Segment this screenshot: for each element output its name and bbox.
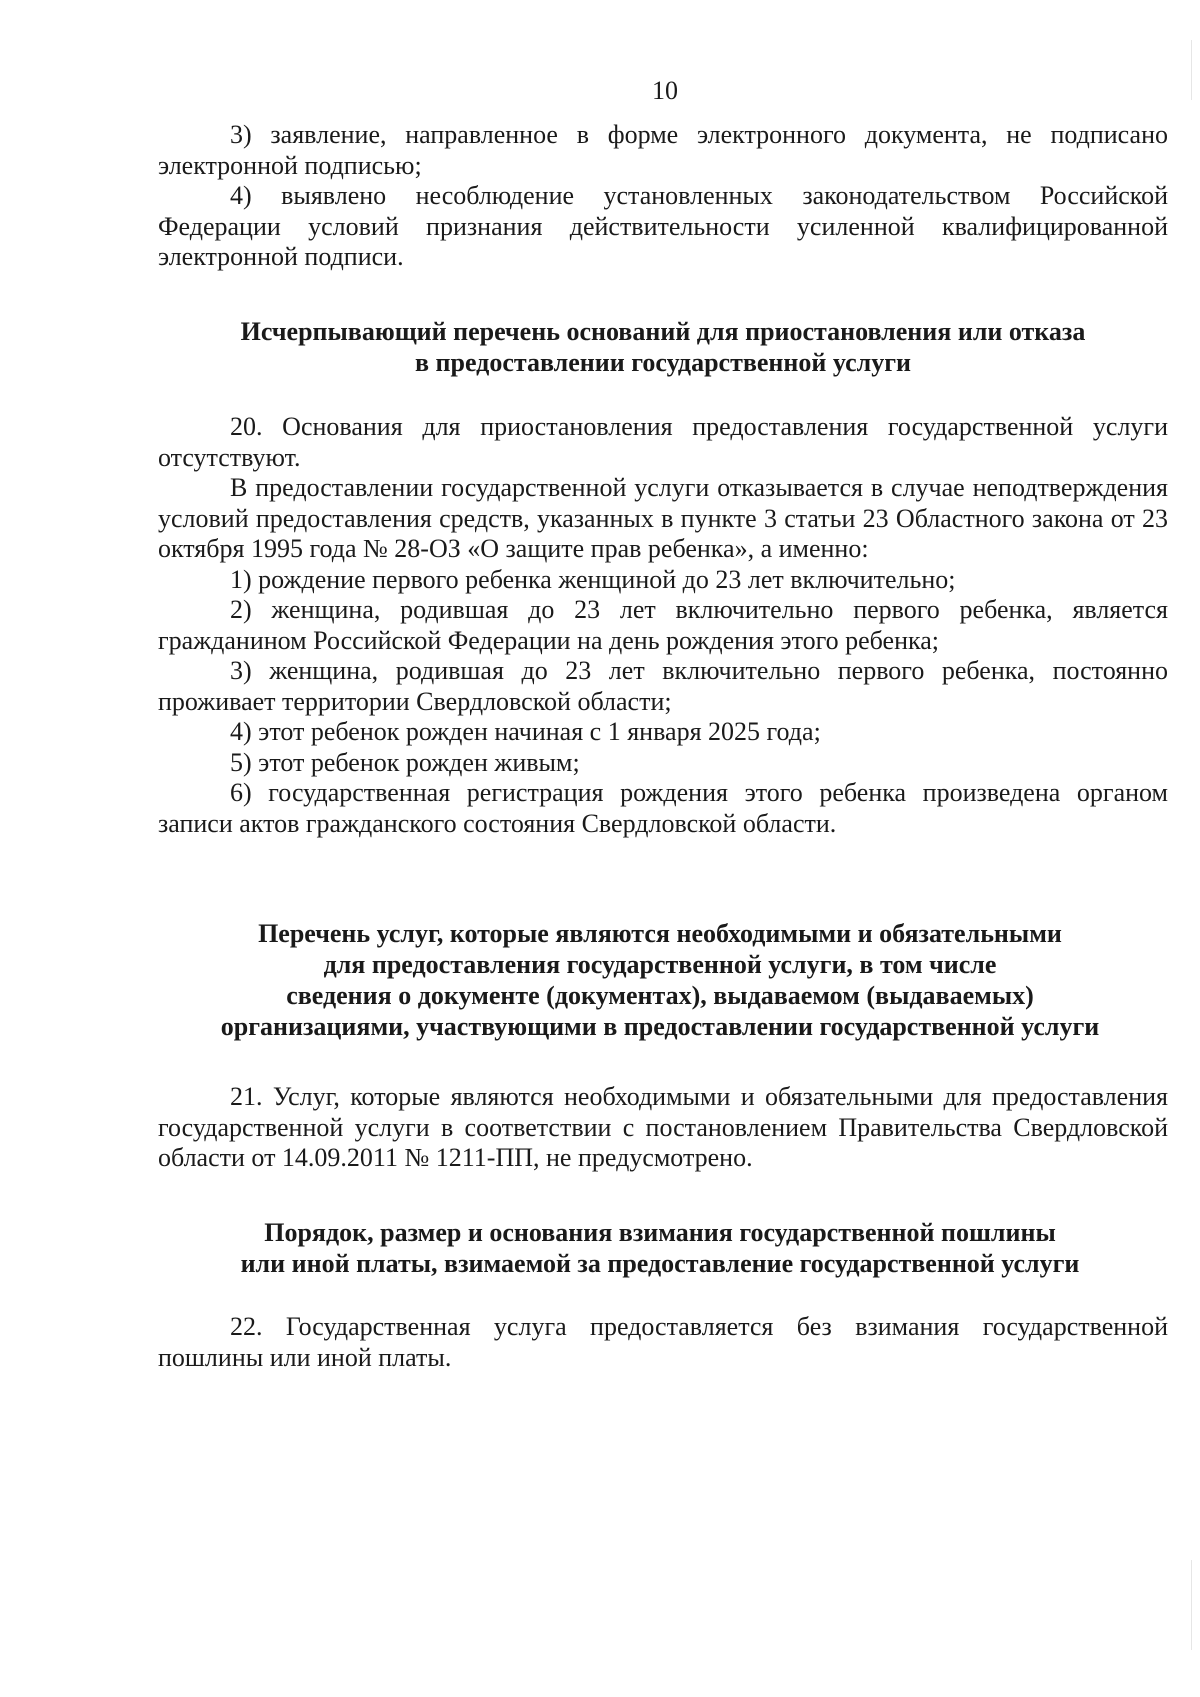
list-item: 1) рождение первого ребенка женщиной до 23 лет включительно; — [230, 564, 956, 594]
paragraph: 22. Государственная услуга предоставляется без взимания государственной пошлины или иной платы. — [158, 1312, 1168, 1372]
list-item: 2) женщина, родившая до 23 лет включительно первого ребенка, является гражданином Российской Федерации на день рождения этого ребенка; — [158, 595, 1168, 655]
heading-line: для предоставления государственной услуги, в том числе — [323, 950, 997, 979]
heading-line: организациями, участвующими в предоставлении государственной услуги — [220, 1012, 1100, 1041]
list-item: 3) заявление, направленное в форме электронного документа, не подписано электронной подписью; — [158, 120, 1168, 180]
list-item: 4) этот ребенок рожден начиная с 1 января 2025 года; — [230, 717, 821, 746]
paragraph-block-state-fee — [158, 1312, 1168, 1373]
scan-edge-mark — [1191, 1560, 1192, 1650]
paragraph-block-refusal — [158, 412, 1168, 839]
section-heading-state-fee — [150, 1217, 1170, 1279]
paragraph-block-required-services — [158, 1082, 1168, 1174]
section-heading-required-services — [150, 918, 1170, 1042]
scan-edge-mark — [1191, 40, 1192, 100]
page-number: 10 — [652, 76, 678, 105]
heading-line: в предоставлении государственной услуги — [414, 348, 911, 377]
heading-line: Перечень услуг, которые являются необходимыми и обязательными — [258, 919, 1062, 948]
heading-line: Порядок, размер и основания взимания государственной пошлины — [264, 1218, 1056, 1247]
heading-line: сведения о документе (документах), выдаваемом (выдаваемых) — [286, 981, 1034, 1010]
section-heading-refusal-grounds — [158, 316, 1168, 378]
paragraph: 21. Услуг, которые являются необходимыми и обязательными для предоставления государственной услуги в соответствии с постановлением Правительства Свердловской области от 14.09.2011 № 1211-ПП, не предусмотрено. — [158, 1082, 1168, 1172]
list-item: 5) этот ребенок рожден живым; — [230, 747, 580, 777]
paragraph: В предоставлении государственной услуги отказывается в случае неподтверждения условий предоставления средств, указанных в пункте 3 статьи 23 Областного закона от 23 октября 1995 года № 28-ОЗ «О защите прав ребенка», а именно: — [158, 473, 1168, 563]
heading-line: Исчерпывающий перечень оснований для приостановления или отказа — [240, 317, 1086, 346]
list-item: 6) государственная регистрация рождения этого ребенка произведена органом записи актов гражданского состояния Свердловской области. — [158, 778, 1168, 838]
list-item: 3) женщина, родившая до 23 лет включительно первого ребенка, постоянно проживает территории Свердловской области; — [158, 656, 1168, 716]
list-item: 4) выявлено несоблюдение установленных законодательством Российской Федерации условий признания действительности усиленной квалифицированной электронной подписи. — [158, 181, 1168, 271]
heading-line: или иной платы, взимаемой за предоставление государственной услуги — [240, 1249, 1080, 1278]
paragraph: 20. Основания для приостановления предоставления государственной услуги отсутствуют. — [158, 412, 1168, 472]
paragraph-block-electronic-signature — [158, 120, 1168, 273]
